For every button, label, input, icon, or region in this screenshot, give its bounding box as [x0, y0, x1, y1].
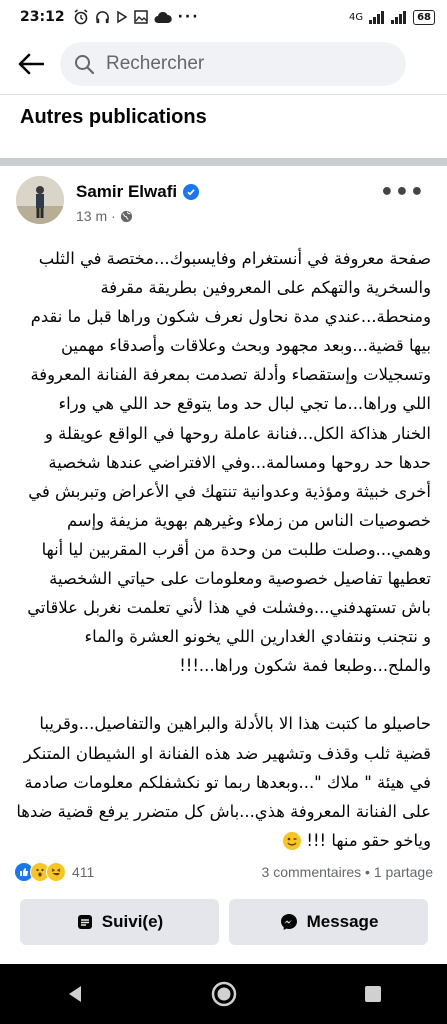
section-separator [0, 158, 447, 166]
message-button-label: Message [306, 912, 379, 931]
meta-dot: · [111, 208, 116, 224]
system-nav-bar [0, 964, 447, 1024]
search-input[interactable] [104, 52, 388, 76]
author-name[interactable]: Samir Elwafi [76, 182, 178, 201]
follow-button[interactable] [20, 899, 219, 945]
post-paragraph-2-wrap [16, 709, 431, 854]
nav-recents-icon [364, 985, 382, 1003]
avatar[interactable] [16, 176, 64, 224]
post-meta [76, 208, 133, 224]
more-options-icon[interactable]: ••• [379, 180, 425, 205]
section-title: Autres publications [20, 106, 207, 128]
verified-icon [183, 184, 199, 200]
shares-count[interactable]: 1 partage [373, 864, 433, 880]
post-paragraph-1: صفحة معروفة في أنستغرام وفايسبوك...مختصة في الثلب والسخرية والتهكم على المعروفين بطريقة مقرفة ومنحطة...عندي مدة نحاول نعرف شكون وراها قبل ما نقدم بيها قضية...وبعد مجهود وبحث وعلاقات وأصدقاء مهمين وتسجيلات وإستقصاء وأدلة تصدمت بمعرفة الفنانة المعروفة اللي وراها...ما تجي لبال حد وما يتوقع حد اللي هي وراء الخنار هذاكة الكل...فنانة عاملة روحها في الواقع عويقلة و حدها حد روحها ومسالمة...وفي الافتراضي عندها شخصية أخرى خبيثة ومؤذية وعدوانية تنتهك في الأعراض وتبربش في خصوصيات الناس من زملاء وغيرهم بهوية مزيفة وإسم وهمي...وصلت طلبت من وحدة من أقرب المقربين ليا أنها تعطيها تفاصيل خصوصية ومعلومات على حياتي الشخصية باش تستهدفني...وفشلت في هذا لأني تعلمت نغربل علاقاتي و نتجنب ونتفادي الغدارين اللي يخونو العشرة والماء والملح...وطبعا فمة شكون وراها...!!! [27, 249, 431, 676]
globe-icon [120, 210, 133, 223]
reaction-count: 411 [72, 864, 95, 880]
post-time[interactable]: 13 m [76, 208, 108, 224]
nav-home-icon [211, 981, 237, 1007]
search-box[interactable] [60, 42, 406, 86]
status-left-icons [73, 9, 200, 25]
comments-count[interactable]: 3 commentaires [261, 864, 362, 880]
search-icon [74, 53, 96, 75]
back-arrow-icon [18, 53, 44, 75]
message-button[interactable] [229, 899, 428, 945]
signal-icon [369, 11, 385, 24]
network-label: 4G [348, 11, 364, 23]
more-notifications-icon: ··· [177, 9, 200, 25]
header-divider [0, 94, 447, 95]
haha-reaction-icon [46, 862, 66, 882]
headphones-icon [95, 10, 110, 25]
wink-emoji-icon [283, 832, 301, 850]
post-header [0, 176, 447, 232]
stats-separator: • [365, 864, 370, 880]
alarm-icon [73, 9, 89, 25]
follow-button-label: Suivi(e) [101, 912, 164, 931]
search-bar [0, 38, 447, 90]
nav-back-icon [66, 984, 84, 1004]
battery-icon: 68 [413, 10, 435, 25]
status-right-icons [349, 10, 435, 25]
reactions-summary[interactable] [14, 862, 94, 882]
messenger-icon [279, 912, 299, 932]
post-stats [14, 861, 433, 883]
status-time: 23:12 [20, 9, 65, 25]
nav-back-button[interactable] [55, 974, 95, 1014]
status-bar [0, 0, 447, 34]
play-icon [116, 10, 128, 24]
post-text [16, 244, 431, 855]
action-buttons [20, 899, 428, 945]
post-paragraph-2: حاصيلو ما كتبت هذا الا بالأدلة والبراهين والتفاصيل...وقريبا قضية ثلب وقذف وتشهير ضد هذه الفنانة او الشيطان المتنكر في هيئة " ملاك "...وبعدها ربما تو نكشفلكم معلومات صادمة على الفنانة المعروفة هذي...باش كل متضرر يرفع قضية ضدها وياخو حقو منها !!! [16, 714, 431, 850]
author-row [76, 182, 199, 202]
nav-recents-button[interactable] [353, 974, 393, 1014]
back-button[interactable] [16, 49, 46, 79]
cloud-icon [154, 11, 172, 24]
gallery-icon [134, 10, 148, 24]
comments-shares [262, 864, 433, 880]
signal-icon-2 [391, 11, 407, 24]
following-icon [76, 913, 94, 931]
nav-home-button[interactable] [204, 974, 244, 1014]
